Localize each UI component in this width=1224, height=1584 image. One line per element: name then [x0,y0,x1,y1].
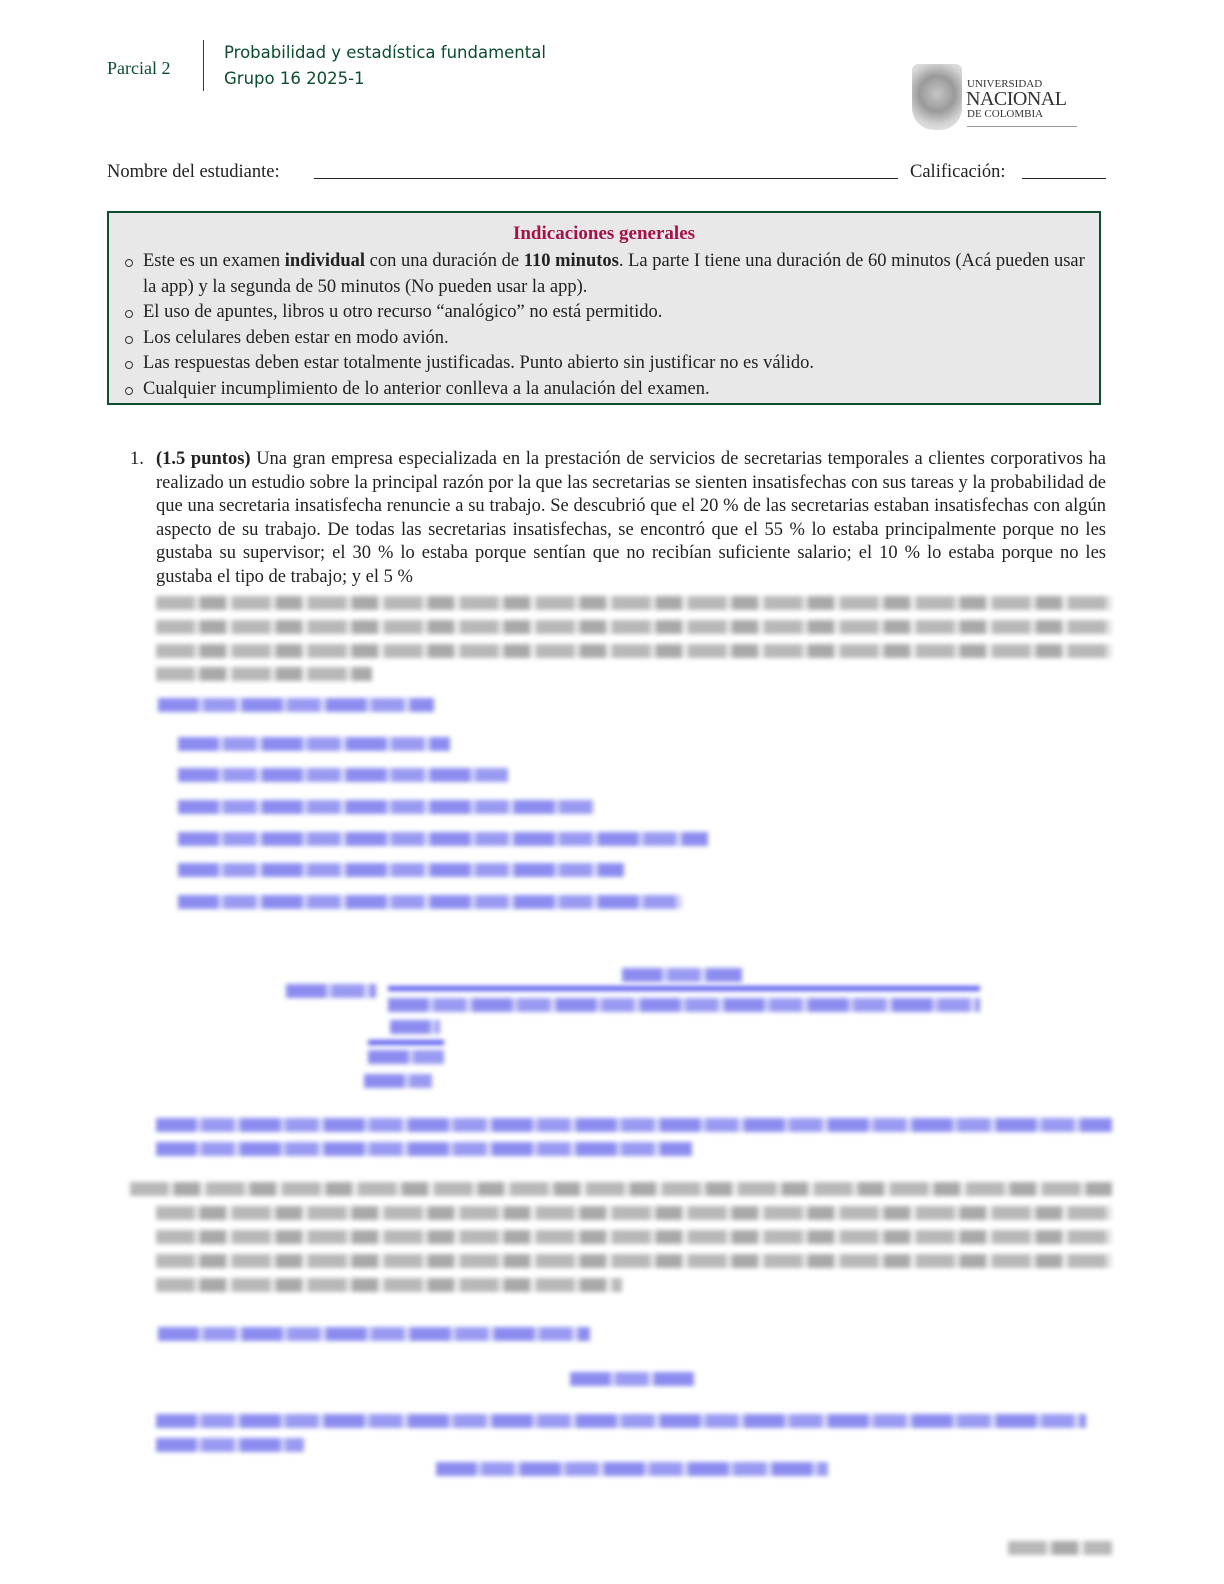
course-info [224,40,546,92]
course-title: Probabilidad y estadística fundamental [224,43,546,62]
instruction-item: Las respuestas deben estar totalmente justificadas. Punto abierto sin justificar no es válido. [123,351,1091,377]
instruction-item: Cualquier incumplimiento de lo anterior conlleva a la anulación del examen. [123,377,1091,403]
instructions-box [107,211,1101,405]
grade-line[interactable] [1022,178,1106,179]
question-points: (1.5 puntos) [156,449,251,469]
coat-of-arms-icon [912,64,962,130]
logo-line1: UNIVERSIDAD [967,78,1043,90]
instruction-item: El uso de apuntes, libros u otro recurso “analógico” no está permitido. [123,300,1091,326]
grade-label: Calificación: [910,162,1006,182]
instruction-item: Los celulares deben estar en modo avión. [123,326,1091,352]
question-text: Una gran empresa especializada en la prestación de servicios de secretarias temporales a clientes corporativos ha realizado un estudio sobre la principal razón por la que las secretarias se sienten insatisfechas con sus tareas y la probabilidad de que una secretaria insatisfecha renuncie a su trabajo. Se descubrió que el 20 % de las secretarias estaban insatisfechas con algún aspecto de su trabajo. De todas las secretarias insatisfechas, se encontró que el 55 % lo estaba principalmente porque no les gustaba su supervisor; el 30 % lo estaba porque sentían que no recibían suficiente salario; el 10 % lo estaba porque no les gustaba el tipo de trabajo; y el 5 % [156,449,1106,587]
course-group: Grupo 16 2025-1 [224,69,365,88]
logo-line3: DE COLOMBIA [967,108,1044,120]
student-name-line[interactable] [314,178,898,179]
exam-label: Parcial 2 [107,58,171,78]
logo-line2: NACIONAL [966,88,1067,110]
instructions-list [123,249,1091,402]
question-1 [130,448,1106,589]
logo-rule [967,126,1077,127]
instruction-item: Este es un examen individual con una duración de 110 minutos. La parte I tiene una duración de 60 minutos (Acá pueden usar la app) y la segunda de 50 minutos (No pueden usar la app). [123,249,1091,300]
student-name-label: Nombre del estudiante: [107,162,280,182]
university-logo [912,64,1082,134]
instructions-title: Indicaciones generales [512,223,696,244]
header-divider [203,40,204,91]
question-number: 1. [130,449,144,469]
